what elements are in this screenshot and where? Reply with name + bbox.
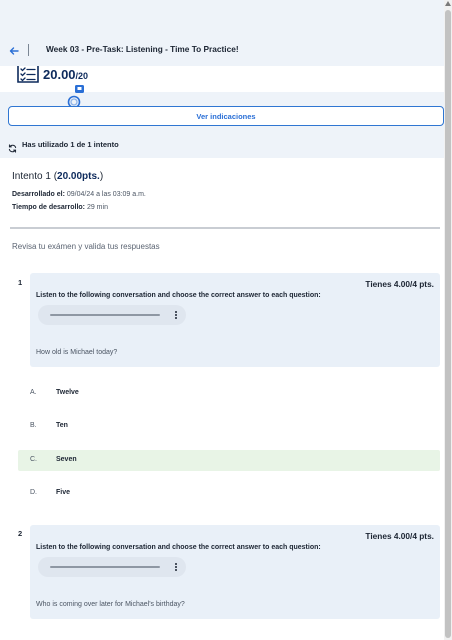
option-letter: B. — [30, 422, 37, 429]
answer-option-correct[interactable] — [18, 450, 440, 471]
option-text: Five — [56, 489, 71, 496]
audio-player[interactable] — [38, 305, 186, 325]
audio-progress-track[interactable] — [50, 566, 160, 568]
question-card — [30, 273, 440, 367]
attempt-label: Intento 1 — [12, 171, 51, 182]
refresh-icon — [8, 140, 17, 149]
question-card — [30, 525, 440, 619]
option-text: Seven — [56, 456, 77, 463]
question-score: Tienes 4.00/4 pts. — [365, 531, 434, 541]
question-score: Tienes 4.00/4 pts. — [365, 279, 434, 289]
option-letter: C. — [30, 456, 37, 463]
answer-option[interactable] — [18, 483, 440, 504]
question-number: 1 — [18, 278, 23, 287]
score-total: /20 — [75, 71, 89, 81]
question-prompt: Listen to the following conversation and choose the correct answer to each question: — [36, 292, 321, 299]
answer-option[interactable] — [18, 383, 440, 404]
question-number: 2 — [18, 529, 23, 538]
option-text: Ten — [56, 422, 68, 429]
more-vertical-icon[interactable] — [172, 561, 180, 573]
time-value: 29 min — [86, 204, 108, 211]
attempts-text: Has utilizado 1 de 1 intento — [22, 139, 119, 149]
score-value — [43, 67, 88, 82]
question-prompt: Listen to the following conversation and choose the correct answer to each question: — [36, 544, 321, 551]
attempt-panel — [0, 158, 444, 640]
scrollbar[interactable] — [444, 0, 452, 640]
attempt-title: Intento 1 (20.00pts.) — [12, 171, 104, 182]
option-letter: A. — [30, 389, 37, 396]
arrow-left-icon[interactable] — [8, 44, 20, 56]
developed-value: 09/04/24 a las 03:09 a.m. — [66, 191, 146, 198]
question-text: How old is Michael today? — [36, 349, 118, 356]
answer-option[interactable] — [18, 416, 440, 437]
checklist-icon — [16, 66, 40, 84]
audio-progress-track[interactable] — [50, 314, 160, 316]
attempt-points: 20.00pts. — [57, 171, 100, 182]
more-vertical-icon[interactable] — [172, 309, 180, 321]
attempts-info — [8, 139, 119, 149]
page-title: Week 03 - Pre-Task: Listening - Time To Practice! — [46, 44, 239, 54]
review-text: Revisa tu exámen y valida tus respuestas — [12, 242, 160, 251]
time-label: Tiempo de desarrollo: — [12, 204, 85, 211]
development-time — [12, 204, 108, 211]
audio-player[interactable] — [38, 557, 186, 577]
score-obtained: 20.00 — [43, 67, 76, 82]
developed-label: Desarrollado el: — [12, 191, 65, 198]
header-divider — [28, 44, 29, 56]
developed-date — [12, 191, 146, 198]
divider — [10, 227, 440, 229]
scroll-up-arrow[interactable] — [445, 1, 451, 6]
scrollbar-thumb[interactable] — [445, 10, 451, 638]
question-text: Who is coming over later for Michael's birthday? — [36, 601, 185, 608]
top-bar — [0, 0, 444, 66]
option-letter: D. — [30, 489, 37, 496]
view-instructions-button[interactable]: Ver indicaciones — [8, 106, 444, 126]
option-text: Twelve — [56, 389, 79, 396]
